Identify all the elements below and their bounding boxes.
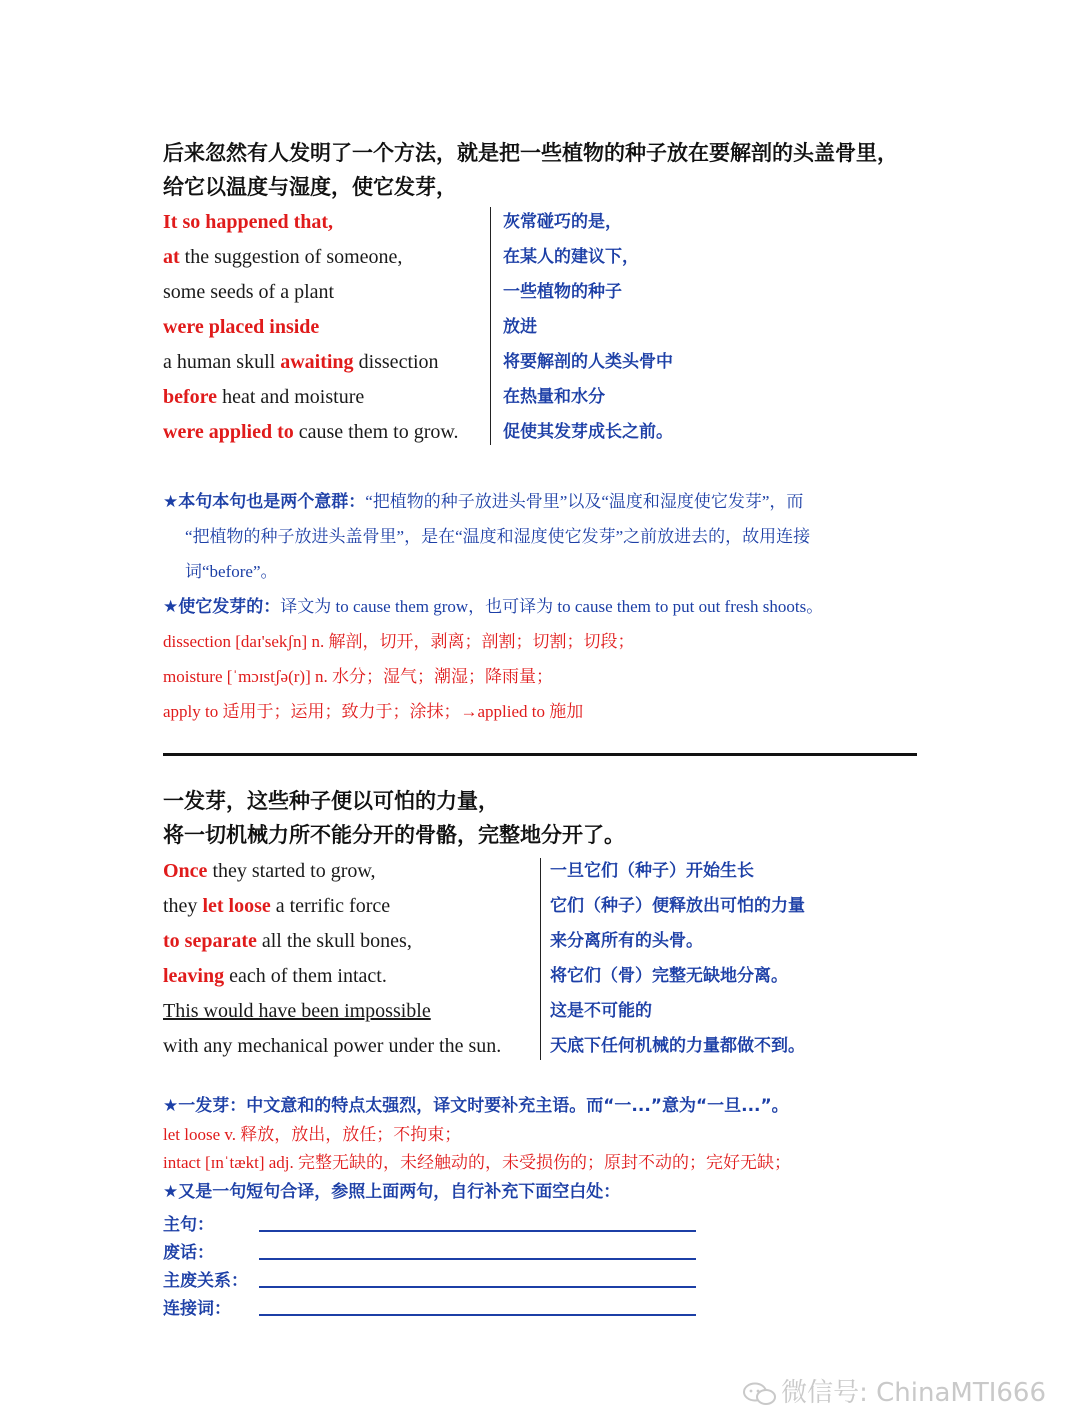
section1-note2: [163, 589, 923, 625]
section1-heading-line2: 给它以温度与湿度，使它发芽，: [163, 175, 457, 199]
fill-label: 连接词：: [163, 1299, 231, 1319]
chinese-line: 在某人的建议下，: [503, 247, 639, 267]
section1-note1-line3: 词“before”。: [185, 562, 278, 581]
note-text: “把植物的种子放进头骨里”以及“温度和湿度使它发芽”，而: [365, 492, 804, 511]
vocab-intact: intact [ɪnˈtækt] adj. 完整无缺的，未经触动的，未受损伤的；原封不动的；完好无缺；: [163, 1153, 792, 1172]
chinese-line: 放进: [503, 317, 537, 337]
phrase: all the skull bones,: [256, 930, 412, 952]
chinese-line: 将它们（骨）完整无缺地分离。: [550, 966, 788, 986]
phrase: a human skull: [163, 351, 281, 373]
phrase: This would have been impossible: [163, 1000, 431, 1022]
phrase: with any mechanical power under the sun.: [163, 1035, 502, 1057]
section2-heading-line2: 将一切机械力所不能分开的骨骼，完整地分开了。: [163, 823, 625, 847]
fill-row-connector: [163, 1294, 703, 1322]
english-line: [163, 959, 501, 994]
phrase: each of them intact.: [224, 965, 387, 987]
section1-english-column: [163, 205, 459, 450]
english-line: [163, 854, 501, 889]
highlight-phrase: were applied to: [163, 421, 294, 443]
fill-blank[interactable]: [259, 1314, 696, 1316]
section1-note1: [163, 484, 923, 520]
highlight-phrase: at: [163, 246, 180, 268]
fill-row-relation: [163, 1266, 703, 1294]
highlight-phrase: leaving: [163, 965, 225, 987]
section1-divider: [490, 207, 491, 445]
english-line: [163, 924, 501, 959]
fill-blank[interactable]: [259, 1230, 696, 1232]
chinese-line: 天底下任何机械的力量都做不到。: [550, 1036, 805, 1056]
chinese-line: 这是不可能的: [550, 1001, 652, 1021]
section2-heading-line1: 一发芽，这些种子便以可怕的力量，: [163, 789, 499, 813]
english-line: [163, 310, 459, 345]
fill-row-filler: [163, 1238, 703, 1266]
section1-chinese-column: [503, 205, 673, 450]
vocab-let-loose: let loose v. 释放，放出，放任；不拘束；: [163, 1125, 462, 1144]
section1-note1-line2: “把植物的种子放进头盖骨里”，是在“温度和湿度使它发芽”之前放进去的，故用连接: [185, 527, 811, 546]
english-line: [163, 205, 459, 240]
watermark-text: 微信号: ChinaMTI666: [781, 1378, 1046, 1408]
phrase: cause them to grow.: [293, 421, 459, 443]
fill-blank[interactable]: [259, 1286, 696, 1288]
note-label: ★使它发芽的：: [163, 597, 281, 617]
chinese-line: 来分离所有的头骨。: [550, 931, 703, 951]
phrase: a terrific force: [270, 895, 391, 917]
english-line: [163, 240, 459, 275]
highlight-phrase: Once: [163, 860, 208, 882]
english-line: [163, 994, 501, 1029]
phrase: they: [163, 895, 203, 917]
note-text: ★又是一句短句合译，参照上面两句，自行补充下面空白处：: [163, 1182, 621, 1202]
chinese-line: 它们（种子）便释放出可怕的力量: [550, 896, 805, 916]
fill-label: 主废关系：: [163, 1271, 248, 1291]
highlight-phrase: to separate: [163, 930, 257, 952]
english-line: [163, 415, 459, 450]
fill-row-main-clause: [163, 1210, 703, 1238]
section2-chinese-column: [550, 854, 805, 1064]
section2-note1: [163, 1091, 923, 1121]
vocab-dissection: dissection [daɪ'sekʃn] n. 解剖，切开，剥离；剖割；切割；切段；: [163, 632, 635, 651]
section-divider: [163, 753, 917, 756]
vocab-apply-to: apply to 适用于；运用；致力于；涂抹；→applied to 施加: [163, 702, 584, 721]
phrase: the suggestion of someone,: [179, 246, 403, 268]
wechat-icon: [743, 1382, 777, 1406]
section1-heading-line1: 后来忽然有人发明了一个方法，就是把一些植物的种子放在要解剖的头盖骨里，: [163, 141, 898, 165]
highlight-phrase: before: [163, 386, 218, 408]
english-line: [163, 345, 459, 380]
vocab-moisture: moisture [ˈmɔɪstʃə(r)] n. 水分；湿气；潮湿；降雨量；: [163, 667, 553, 686]
phrase: they started to grow,: [207, 860, 376, 882]
chinese-line: 促使其发芽成长之前。: [503, 422, 673, 442]
highlight-phrase: It so happened that,: [163, 211, 334, 233]
chinese-line: 一旦它们（种子）开始生长: [550, 861, 754, 881]
phrase: heat and moisture: [217, 386, 365, 408]
chinese-line: 一些植物的种子: [503, 282, 622, 302]
english-line: [163, 380, 459, 415]
note-text: ★一发芽：中文意和的特点太强烈，译文时要补充主语。而“一...”意为“一旦...”。: [163, 1096, 789, 1116]
chinese-line: 灰常碰巧的是，: [503, 212, 622, 232]
english-line: [163, 889, 501, 924]
fill-blank[interactable]: [259, 1258, 696, 1260]
chinese-line: 将要解剖的人类头骨中: [503, 352, 673, 372]
fill-label: 废话：: [163, 1243, 214, 1263]
highlight-phrase: let loose: [202, 895, 271, 917]
phrase: dissection: [353, 351, 439, 373]
highlight-phrase: awaiting: [280, 351, 354, 373]
note-label: ★本句本句也是两个意群：: [163, 492, 366, 512]
highlight-phrase: were placed inside: [163, 316, 320, 338]
section2-divider: [540, 858, 541, 1060]
section2-english-column: [163, 854, 501, 1064]
note-text: 译文为 to cause them grow，也可译为 to cause them to put out fresh shoots。: [280, 597, 824, 616]
fill-label: 主句：: [163, 1215, 214, 1235]
section2-note2: [163, 1177, 923, 1207]
english-line: [163, 1029, 501, 1064]
english-line: [163, 275, 459, 310]
phrase: some seeds of a plant: [163, 281, 335, 303]
watermark: [743, 1372, 1046, 1409]
chinese-line: 在热量和水分: [503, 387, 605, 407]
